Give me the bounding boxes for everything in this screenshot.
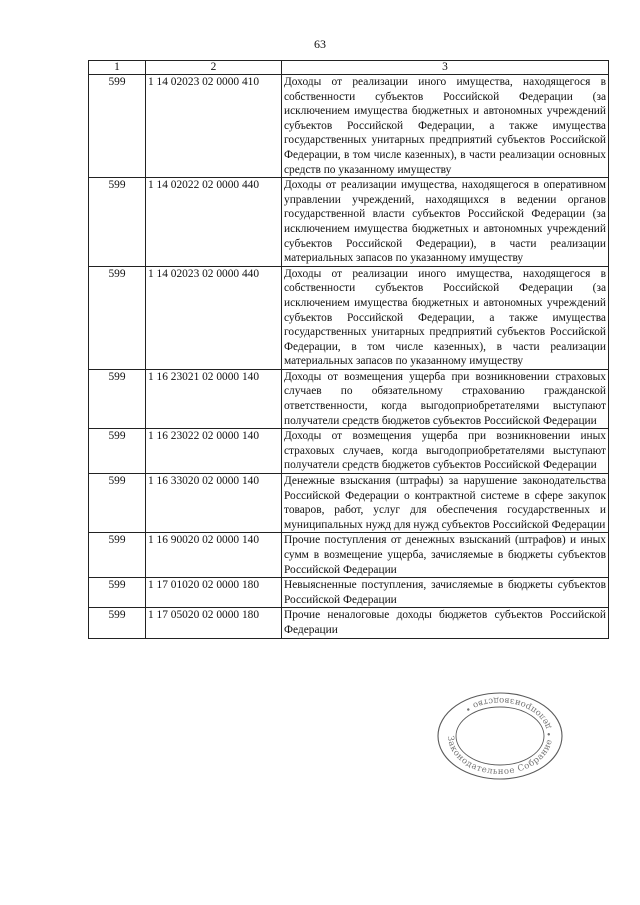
admin-code-cell: 599 [89, 533, 146, 578]
page-number: 63 [314, 37, 326, 51]
budget-code-cell: 1 14 02023 02 0000 440 [146, 266, 282, 369]
admin-code-cell: 599 [89, 75, 146, 178]
column-header-2: 2 [146, 61, 282, 75]
table-row [89, 429, 609, 474]
stamp-text: Законодательное Собрание • делопроизводство • [444, 694, 556, 778]
budget-code-cell: 1 17 05020 02 0000 180 [146, 608, 282, 638]
column-header-1: 1 [89, 61, 146, 75]
description-cell: Доходы от реализации иного имущества, находящегося в собственности субъектов Российской Федерации (за исключением имущества бюджетных и автономных учреждений субъектов Российской Федерации, а также имущества государственных унитарных предприятий субъектов Российской Федерации, в том числе казенных), в части реализации основных средств по указанному имуществу [282, 75, 609, 178]
budget-code-cell: 1 14 02023 02 0000 410 [146, 75, 282, 178]
budget-code-cell: 1 16 33020 02 0000 140 [146, 474, 282, 533]
table-header [89, 61, 609, 75]
table-row [89, 178, 609, 267]
budget-code-cell: 1 16 23022 02 0000 140 [146, 429, 282, 474]
admin-code-cell: 599 [89, 429, 146, 474]
description-cell: Прочие неналоговые доходы бюджетов субъектов Российской Федерации [282, 608, 609, 638]
budget-code-cell: 1 16 23021 02 0000 140 [146, 369, 282, 428]
header-row [89, 61, 609, 75]
revenue-codes-table [88, 60, 609, 639]
table-row [89, 474, 609, 533]
description-cell: Доходы от реализации иного имущества, находящегося в собственности субъектов Российской Федерации (за исключением имущества бюджетных и автономных учреждений субъектов Российской Федерации, а также имущества государственных унитарных предприятий субъектов Российской Федерации, в том числе казенных), в части реализации материальных запасов по указанному имуществу [282, 266, 609, 369]
admin-code-cell: 599 [89, 369, 146, 428]
budget-code-cell: 1 16 90020 02 0000 140 [146, 533, 282, 578]
table-row [89, 608, 609, 638]
official-stamp-icon [432, 690, 568, 782]
description-cell: Прочие поступления от денежных взысканий (штрафов) и иных сумм в возмещение ущерба, зачисляемые в бюджеты субъектов Российской Федерации [282, 533, 609, 578]
description-cell: Невыясненные поступления, зачисляемые в бюджеты субъектов Российской Федерации [282, 578, 609, 608]
admin-code-cell: 599 [89, 178, 146, 267]
admin-code-cell: 599 [89, 266, 146, 369]
table-row [89, 533, 609, 578]
admin-code-cell: 599 [89, 608, 146, 638]
description-cell: Доходы от возмещения ущерба при возникновении страховых случаев по обязательному страхованию гражданской ответственности, когда выгодоприобретателями выступают получатели средств бюджетов субъектов Российской Федерации [282, 369, 609, 428]
description-cell: Денежные взыскания (штрафы) за нарушение законодательства Российской Федерации о контрактной системе в сфере закупок товаров, работ, услуг для обеспечения государственных и муниципальных нужд для нужд субъектов Российской Федерации [282, 474, 609, 533]
budget-code-cell: 1 14 02022 02 0000 440 [146, 178, 282, 267]
admin-code-cell: 599 [89, 474, 146, 533]
description-cell: Доходы от реализации имущества, находящегося в оперативном управлении учреждений, находящихся в ведении органов государственной власти субъектов Российской Федерации (за исключением имущества бюджетных и автономных учреждений субъектов Российской Федерации), в части реализации материальных запасов по указанному имуществу [282, 178, 609, 267]
table-body [89, 75, 609, 639]
table-row [89, 369, 609, 428]
admin-code-cell: 599 [89, 578, 146, 608]
table-row [89, 266, 609, 369]
table-row [89, 75, 609, 178]
budget-code-cell: 1 17 01020 02 0000 180 [146, 578, 282, 608]
column-header-3: 3 [282, 61, 609, 75]
description-cell: Доходы от возмещения ущерба при возникновении иных страховых случаев, когда выгодоприобретателями выступают получатели средств бюджетов субъектов Российской Федерации [282, 429, 609, 474]
table-row [89, 578, 609, 608]
